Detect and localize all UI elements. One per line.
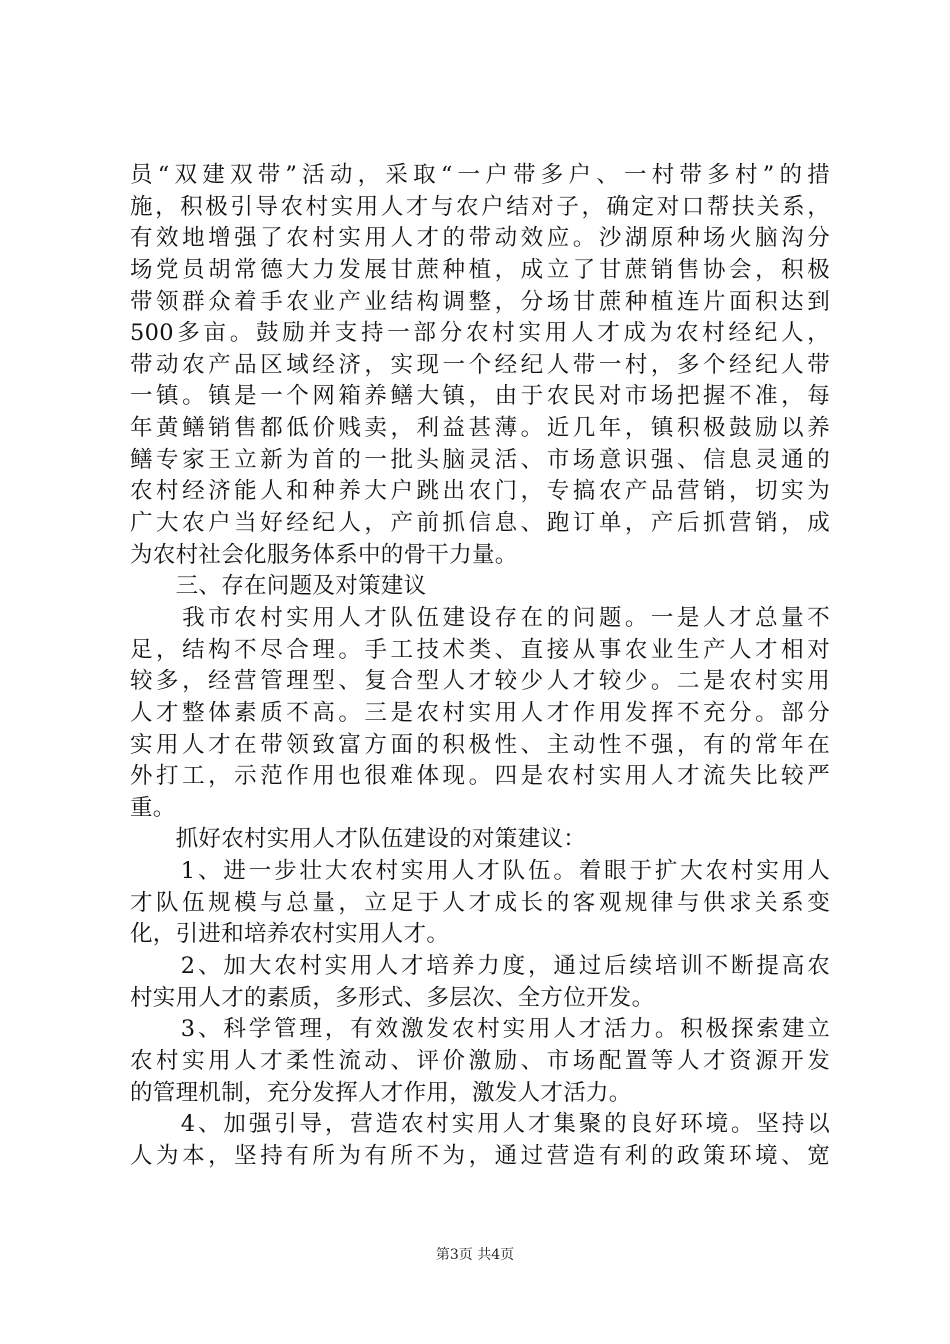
text-line: 员“双建双带”活动，采取“一户带多户、一村带多村”的措 [130,162,830,188]
text-line: 1、进一步壮大农村实用人才队伍。着眼于扩大农村实用人 [130,858,830,885]
body-text [130,160,830,1173]
text-line: 有效地增强了农村实用人才的带动效应。沙湖原种场火脑沟分 [130,225,830,252]
text-line: 3、科学管理，有效激发农村实用人才活力。积极探索建立 [130,1016,830,1043]
text-line: 鳝专家王立新为首的一批头脑灵活、市场意识强、信息灵通的 [130,446,830,473]
text-line: 一镇。镇是一个网箱养鳝大镇，由于农民对市场把握不准，每 [130,383,830,410]
text-line: 化，引进和培养农村实用人才。 [130,921,450,948]
text-line: 广大农户当好经纪人，产前抓信息、跑订单，产后抓营销，成 [130,510,830,537]
text-line: 村实用人才的素质，多形式、多层次、全方位开发。 [130,984,655,1011]
text-line: 的管理机制，充分发挥人才作用，激发人才活力。 [130,1079,632,1106]
section-heading: 三、存在问题及对策建议 [130,573,427,600]
text-line: 实用人才在带领致富方面的积极性、主动性不强，有的常年在 [130,731,830,758]
text-line: 外打工，示范作用也很难体现。四是农村实用人才流失比较严 [130,763,830,790]
text-line: 带动农产品区域经济，实现一个经纪人带一村，多个经纪人带 [130,351,830,378]
page-footer: 第3页 共4页 [435,1247,515,1263]
text-line: 农村经济能人和种养大户跳出农门，专搞农产品营销，切实为 [130,478,830,505]
text-line: 足，结构不尽合理。手工技术类、直接从事农业生产人才相对 [130,636,830,663]
text-line: 较多，经营管理型、复合型人才较少人才较少。二是农村实用 [130,668,830,695]
text-line: 人才整体素质不高。三是农村实用人才作用发挥不充分。部分 [130,699,830,726]
text-line: 场党员胡常德大力发展甘蔗种植，成立了甘蔗销售协会，积极 [130,256,830,283]
text-line: 才队伍规模与总量，立足于人才成长的客观规律与供求关系变 [130,889,830,916]
text-line: 重。 [130,794,176,821]
text-line: 人为本，坚持有所为有所不为，通过营造有利的政策环境、宽 [130,1142,830,1169]
text-line: 500多亩。鼓励并支持一部分农村实用人才成为农村经纪人， [130,320,830,347]
text-line: 2、加大农村实用人才培养力度，通过后续培训不断提高农 [130,953,830,980]
text-line: 农村实用人才柔性流动、评价激励、市场配置等人才资源开发 [130,1047,830,1074]
text-line: 带领群众着手农业产业结构调整，分场甘蔗种植连片面积达到 [130,288,830,315]
text-line: 施，积极引导农村实用人才与农户结对子，确定对口帮扶关系， [130,193,830,220]
text-line: 4、加强引导，营造农村实用人才集聚的良好环境。坚持以 [130,1111,830,1138]
text-line: 抓好农村实用人才队伍建设的对策建议： [130,826,587,853]
text-line: 为农村社会化服务体系中的骨干力量。 [130,541,518,568]
text-line: 我市农村实用人才队伍建设存在的问题。一是人才总量不 [130,604,830,631]
text-line: 年黄鳝销售都低价贱卖，利益甚薄。近几年，镇积极鼓励以养 [130,415,830,442]
